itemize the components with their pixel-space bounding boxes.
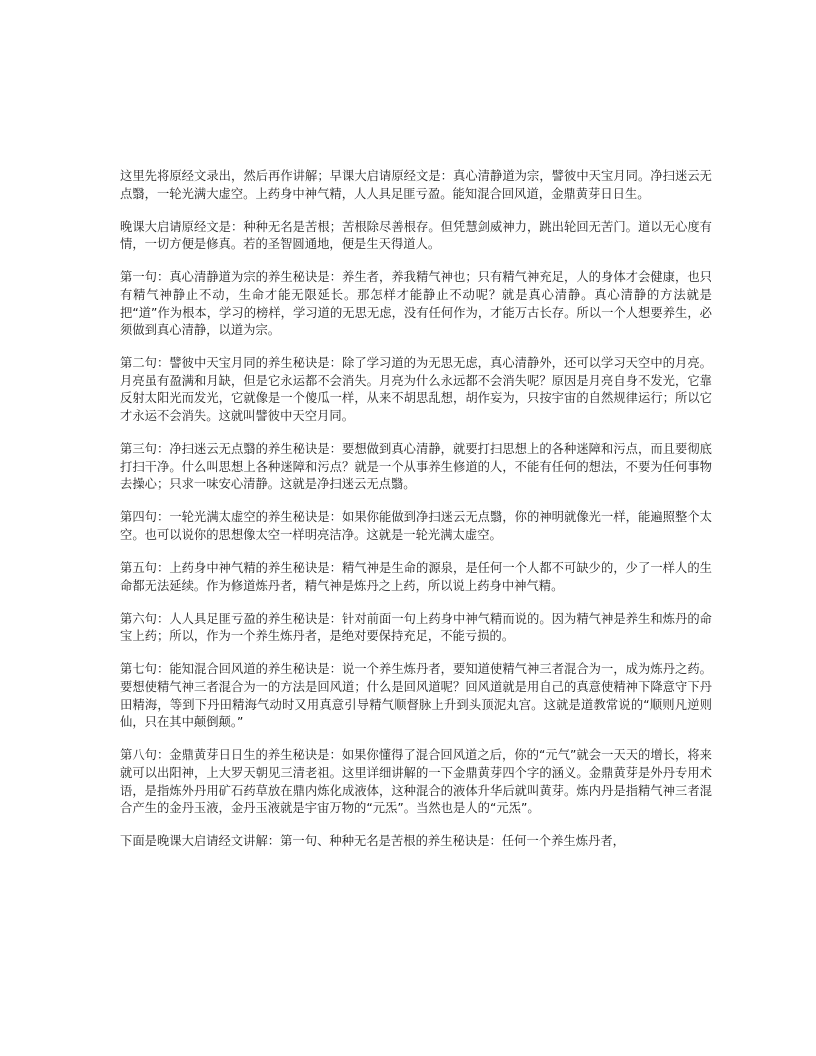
- document-text-body: [120, 168, 712, 851]
- paragraph-evening-commentary-start: 下面是晚课大启请经文讲解：第一句、种种无名是苦根的养生秘诀是：任何一个养生炼丹者，: [120, 834, 625, 849]
- paragraph-sentence-4: 第四句：一轮光满太虚空的养生秘诀是：如果你能做到净扫迷云无点翳，你的神明就像光一样，能遍照整个太空。也可以说你的思想像太空一样明亮洁净。这就是一轮光满太虚空。: [120, 510, 712, 542]
- paragraph-intro-original-text: 这里先将原经文录出，然后再作讲解；早课大启请原经文是：真心清静道为宗，譬彼中天宝月同。净扫迷云无点翳，一轮光满大虚空。上药身中神气精，人人具足匪亏盈。能知混合回风道，金鼎黄芽日日生。: [120, 169, 712, 201]
- paragraph-sentence-8: 第八句：金鼎黄芽日日生的养生秘诀是：如果你懂得了混合回风道之后，你的“元气”就会一天天的增长，将来就可以出阳神，上大罗天朝见三清老祖。这里详细讲解的一下金鼎黄芽四个字的涵义。金鼎黄芽是外丹专用术语，是指炼外丹用矿石药草放在鼎内炼化成液体，这种混合的液体升华后就叫黄芽。炼内丹是指精气神三者混合产生的金丹玉液，金丹玉液就是宇宙万物的“元炁”。当然也是人的“元炁”。: [120, 748, 712, 816]
- paragraph-sentence-3: 第三句：净扫迷云无点翳的养生秘诀是：要想做到真心清静，就要打扫思想上的各种迷障和污点，而且要彻底打扫干净。什么叫思想上各种迷障和污点？就是一个从事养生修道的人，不能有任何的想法，不要为任何事物去操心；只求一味安心清静。这就是净扫迷云无点翳。: [120, 442, 712, 492]
- paragraph-sentence-1: 第一句：真心清静道为宗的养生秘诀是：养生者，养我精气神也；只有精气神充足，人的身体才会健康，也只有精气神静止不动，生命才能无限延长。那怎样才能静止不动呢？就是真心清静。真心清静的方法就是把“道”作为根本，学习的榜样，学习道的无思无虑，没有任何作为，才能万古长存。所以一个人想要养生，必须做到真心清静，以道为宗。: [120, 270, 712, 338]
- paragraph-sentence-6: 第六句：人人具足匪亏盈的养生秘诀是：针对前面一句上药身中神气精而说的。因为精气神是养生和炼丹的命宝上药；所以，作为一个养生炼丹者，是绝对要保持充足，不能亏损的。: [120, 611, 712, 644]
- paragraph-sentence-5: 第五句：上药身中神气精的养生秘诀是：精气神是生命的源泉，是任何一个人都不可缺少的，少了一样人的生命都无法延续。作为修道炼丹者，精气神是炼丹之上药，所以说上药身中神气精。: [120, 561, 712, 593]
- paragraph-sentence-7: 第七句：能知混合回风道的养生秘诀是：说一个养生炼丹者，要知道使精气神三者混合为一，成为炼丹之药。要想使精气神三者混合为一的方法是回风道；什么是回风道呢？回风道就是用自己的真意使精神下降意守下丹田精海，等到下丹田精海气动时又用真意引导精气顺督脉上升到头顶泥丸宫。这就是道教常说的“顺则凡逆则仙，只在其中颠倒颠。”: [120, 662, 712, 730]
- paragraph-evening-original-text: 晚课大启请原经文是：种种无名是苦根；苦根除尽善根存。但凭慧剑威神力，跳出轮回无苦门。道以无心度有情，一切方便是修真。若的圣智圆通地，便是生天得道人。: [120, 219, 712, 252]
- paragraph-sentence-2: 第二句：譬彼中天宝月同的养生秘诀是：除了学习道的为无思无虑，真心清静外，还可以学习天空中的月亮。月亮虽有盈满和月缺，但是它永运都不会消失。月亮为什么永远都不会消失呢？原因是月亮自身不发光，它靠反射太阳光而发光，它就像是一个傻瓜一样，从来不胡思乱想，胡作妄为，只按宇宙的自然规律运行；所以它才永运不会消失。这就叫譬彼中天空月同。: [120, 356, 712, 424]
